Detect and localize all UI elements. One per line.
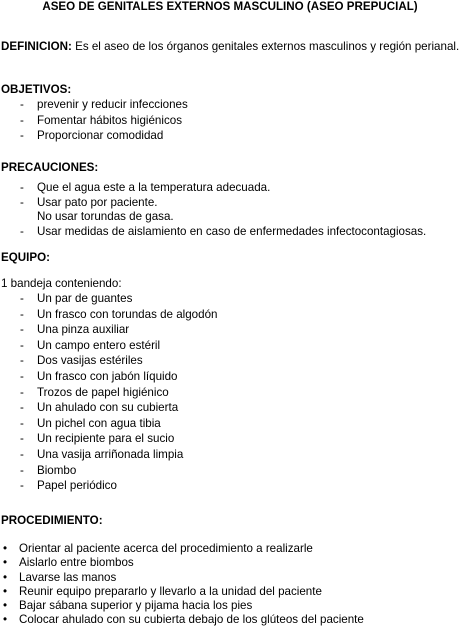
precautions-heading: PRECAUCIONES: [1,161,99,174]
list-item: - Fomentar hábitos higiénicos [1,113,461,129]
list-item-line: No usar torundas de gasa. [37,209,174,223]
list-item: - Trozos de papel higiénico [1,385,461,401]
list-item: - Un recipiente para el sucio [1,431,461,447]
objectives-heading: OBJETIVOS: [1,83,72,96]
list-item: - Un frasco con jabón líquido [1,369,461,385]
list-item: • Orientar al paciente acerca del procedimiento a realizarle [1,542,461,556]
equipment-heading: EQUIPO: [1,251,50,264]
list-item: - Un pichel con agua tibia [1,416,461,432]
equipment-section [1,250,461,494]
list-item: - Usar medidas de aislamiento en caso de enfermedades infectocontagiosas. [1,224,461,240]
list-item: - Una vasija arriñonada limpia [1,447,461,463]
precautions-list [1,180,461,239]
list-item: - Un campo entero estéril [1,338,461,354]
list-item [1,196,461,224]
list-item: - Papel periódico [1,478,461,494]
list-item: • Reunir equipo prepararlo y llevarlo a la unidad del paciente [1,585,461,599]
list-item: - Proporcionar comodidad [1,128,461,144]
procedure-heading: PROCEDIMIENTO: [1,514,103,527]
list-item: • Colocar ahulado con su cubierta debajo de los glúteos del paciente [1,613,461,627]
list-item: - Dos vasijas estériles [1,353,461,369]
list-item: - Una pinza auxiliar [1,322,461,338]
list-item: • Bajar sábana superior y pijama hacia los pies [1,599,461,613]
list-item: - Biombo [1,463,461,479]
precautions-section [1,160,461,239]
document-title: ASEO DE GENITALES EXTERNOS MASCULINO (ASEO PREPUCIAL) [42,0,418,13]
list-item: - Un ahulado con su cubierta [1,400,461,416]
list-item: • Aislarlo entre biombos [1,556,461,570]
objectives-section [1,82,461,144]
definition-label: DEFINICION: [1,40,72,53]
objectives-list [1,97,461,144]
equipment-list [1,291,461,494]
definition-section [1,40,461,54]
list-item: - prevenir y reducir infecciones [1,97,461,113]
list-item-line: - Usar pato por paciente. [37,195,158,209]
equipment-intro: 1 bandeja conteniendo: [1,277,122,290]
list-item: - Que el agua este a la temperatura adecuada. [1,180,461,196]
procedure-section [1,513,461,628]
definition-text: Es el aseo de los órganos genitales externos masculinos y región perianal. [71,40,460,53]
procedure-list [1,542,461,628]
list-item: - Un par de guantes [1,291,461,307]
list-item: • Lavarse las manos [1,571,461,585]
list-item: - Un frasco con torundas de algodón [1,307,461,323]
